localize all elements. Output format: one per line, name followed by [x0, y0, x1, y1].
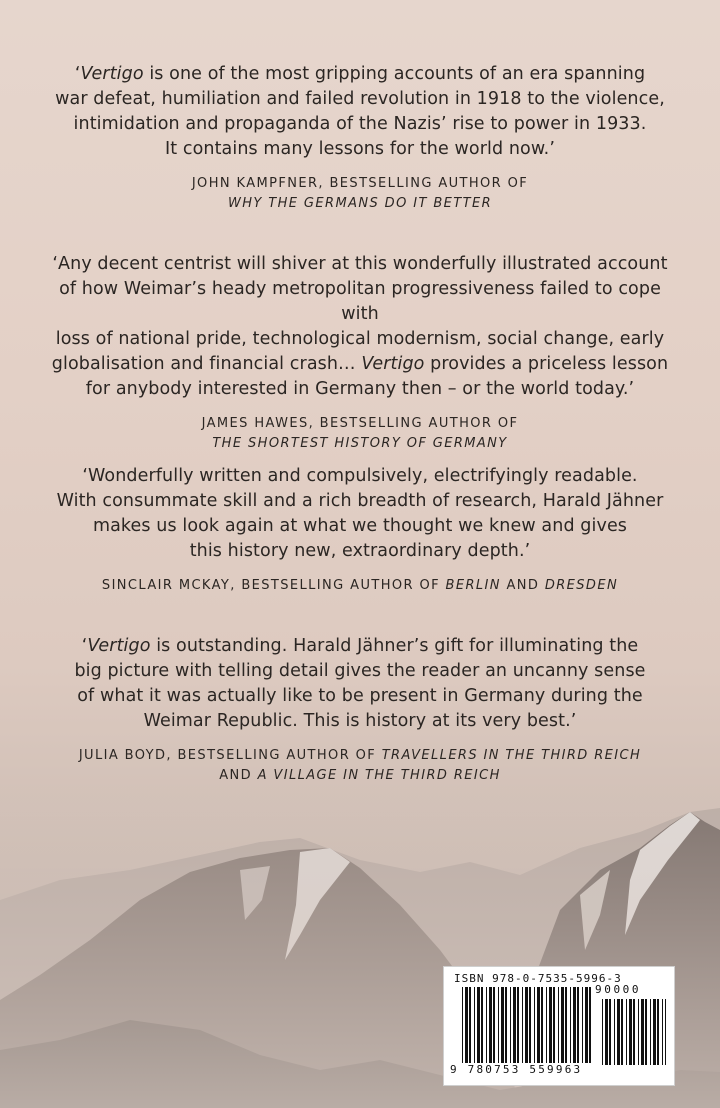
barcode-bar	[505, 987, 507, 1063]
quote-text	[40, 252, 680, 402]
attribution-segment: JULIA BOYD, BESTSELLING AUTHOR OF	[78, 748, 382, 763]
quote-segment: Vertigo	[361, 354, 425, 374]
quote-segment: provides a priceless lesson	[424, 354, 669, 374]
quote-text	[40, 62, 680, 162]
barcode-bar	[501, 987, 504, 1063]
quote-text	[40, 464, 680, 564]
quote-block	[40, 464, 680, 596]
barcode-bar	[657, 999, 659, 1065]
barcode-bar	[662, 999, 663, 1065]
barcode-bar	[565, 987, 567, 1063]
quote-segment: ‘	[81, 636, 88, 656]
barcode-bar	[665, 999, 666, 1065]
barcode-bar	[537, 987, 540, 1063]
quote-segment: war defeat, humiliation and failed revolution in 1918 to the violence,	[55, 89, 665, 109]
attribution-segment: TRAVELLERS IN THE THIRD REICH	[381, 748, 642, 763]
quote-segment: for anybody interested in Germany then – or the world today.’	[85, 379, 635, 399]
barcode-bar	[653, 999, 656, 1065]
barcode-bar	[534, 987, 535, 1063]
attribution-segment: BERLIN	[445, 578, 501, 593]
barcode-bar	[522, 987, 523, 1063]
attribution-segment: JOHN KAMPFNER, BESTSELLING AUTHOR OF	[191, 176, 529, 191]
attribution-segment: A VILLAGE IN THE THIRD REICH	[257, 768, 501, 783]
attribution-segment: THE SHORTEST HISTORY OF GERMANY	[212, 436, 508, 451]
barcode-bar	[617, 999, 620, 1065]
barcode-bar	[546, 987, 547, 1063]
quote-segment: ‘Wonderfully written and compulsively, electrifyingly readable.	[82, 466, 638, 486]
quote-segment: is one of the most gripping accounts of an era spanning	[143, 64, 646, 84]
isbn-barcode	[443, 966, 675, 1086]
quote-segment: intimidation and propaganda of the Nazis’ rise to power in 1933.	[73, 114, 647, 134]
barcode-bar	[489, 987, 492, 1063]
attribution-segment: AND	[219, 768, 258, 783]
barcode-bar	[558, 987, 559, 1063]
quote-segment: is outstanding. Harald Jähner’s gift for illuminating the	[150, 636, 639, 656]
isbn-label: ISBN 978-0-7535-5996-3	[454, 972, 622, 985]
barcode-bar	[626, 999, 627, 1065]
barcode-bar	[638, 999, 639, 1065]
barcode-bar	[469, 987, 471, 1063]
quote-block	[40, 62, 680, 214]
attribution-segment: JAMES HAWES, BESTSELLING AUTHOR OF	[201, 416, 519, 431]
barcode-bar	[573, 987, 576, 1063]
barcode-bar	[541, 987, 543, 1063]
quote-segment: globalisation and financial crash…	[51, 354, 362, 374]
barcode-bar	[513, 987, 516, 1063]
quote-segment: It contains many lessons for the world now.’	[164, 139, 556, 159]
quote-segment: Vertigo	[87, 636, 151, 656]
quote-segment: of what it was actually like to be present in Germany during the	[77, 686, 643, 706]
quote-segment: big picture with telling detail gives the reader an uncanny sense	[74, 661, 646, 681]
barcode-bar	[525, 987, 528, 1063]
quote-attribution	[40, 576, 680, 596]
barcode-bar	[582, 987, 583, 1063]
quote-block	[40, 634, 680, 786]
barcode-bar	[517, 987, 519, 1063]
barcode-bar	[549, 987, 552, 1063]
quote-segment: ‘Any decent centrist will shiver at this wonderfully illustrated account	[52, 254, 668, 274]
barcode-bar	[645, 999, 647, 1065]
barcode-bar	[589, 987, 591, 1063]
quote-segment: loss of national pride, technological modernism, social change, early	[55, 329, 665, 349]
barcode-bar	[462, 987, 463, 1063]
quote-attribution	[40, 174, 680, 214]
barcode-bar	[633, 999, 635, 1065]
barcode-bar	[474, 987, 475, 1063]
barcode-bar	[609, 999, 611, 1065]
barcode-bar	[570, 987, 571, 1063]
quote-block	[40, 252, 680, 454]
barcode-bar	[498, 987, 499, 1063]
quote-segment: Weimar Republic. This is history at its very best.’	[143, 711, 577, 731]
barcode-bar	[481, 987, 483, 1063]
barcode-bar	[605, 999, 608, 1065]
quote-segment: of how Weimar’s heady metropolitan progressiveness failed to cope with	[59, 279, 661, 324]
barcode-bar	[477, 987, 480, 1063]
barcode-bar	[585, 987, 588, 1063]
barcode-addon-digits: 90000	[595, 983, 642, 996]
quote-attribution	[40, 414, 680, 454]
barcode-bar	[614, 999, 615, 1065]
attribution-segment: WHY THE GERMANS DO IT BETTER	[227, 196, 493, 211]
barcode-bar	[486, 987, 487, 1063]
barcode-bar	[561, 987, 564, 1063]
barcode-bar	[641, 999, 644, 1065]
barcode-bar	[493, 987, 495, 1063]
quote-segment: this history new, extraordinary depth.’	[189, 541, 531, 561]
barcode-bar	[602, 999, 603, 1065]
barcode-bar	[553, 987, 555, 1063]
barcode-ean-digits: 9 780753 559963	[450, 1063, 583, 1076]
barcode-bar	[529, 987, 531, 1063]
quote-segment: Vertigo	[80, 64, 144, 84]
attribution-segment: AND	[500, 578, 545, 593]
quote-attribution	[40, 746, 680, 786]
barcode-bar	[629, 999, 632, 1065]
quote-segment: makes us look again at what we thought we knew and gives	[92, 516, 628, 536]
barcode-bar	[650, 999, 651, 1065]
barcode-bar	[510, 987, 511, 1063]
quote-text	[40, 634, 680, 734]
barcode-bar	[621, 999, 623, 1065]
attribution-segment: DRESDEN	[544, 578, 619, 593]
attribution-segment: SINCLAIR MCKAY, BESTSELLING AUTHOR OF	[101, 578, 446, 593]
barcode-bar	[577, 987, 579, 1063]
barcode-bar	[465, 987, 468, 1063]
quote-segment: ‘	[74, 64, 81, 84]
quote-segment: With consummate skill and a rich breadth of research, Harald Jähner	[56, 491, 664, 511]
